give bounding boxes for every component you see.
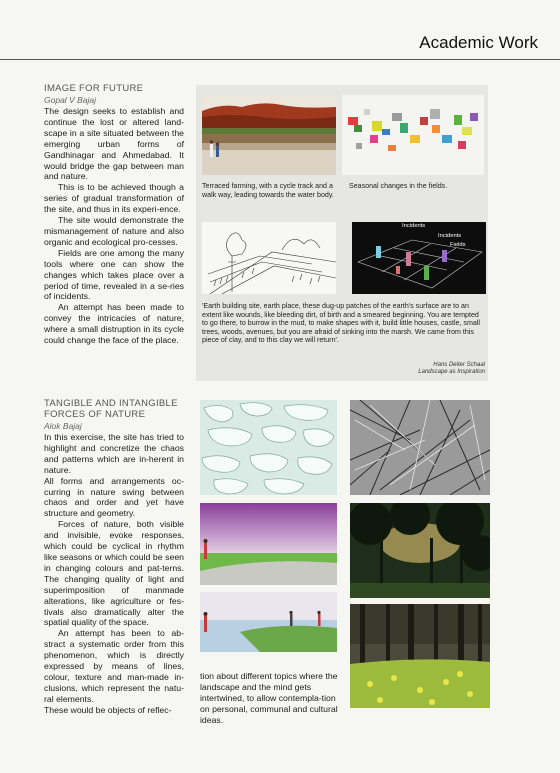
- section1-heading: IMAGE FOR FUTURE: [44, 83, 144, 94]
- section2-para-3: Forces of nature, both visible and invisible, evoke responses, which could be cyclical in rhythm like seasons or which could be seen in changing colours and pat-terns. The changing quality of light and superimposition of manmade alterations, like agriculture or fes-tivals also dramatically alter the spatial quality of the space.: [44, 519, 184, 628]
- quote-source: Landscape as Inspiration: [418, 369, 485, 375]
- fields-label: Fields: [450, 242, 466, 248]
- header-rule: [0, 59, 560, 60]
- section1-para-4: Fields are one among the many tools where one can show the changes which takes place over a period of time, revealed in a se-ries of incidents.: [44, 247, 184, 302]
- forest-flowers-image: [350, 604, 490, 708]
- incidents-label-top: Incidents: [402, 223, 426, 229]
- purple-sky-field-image: [200, 503, 337, 585]
- section1-para-3: The site would demonstrate the mismanagement of nature and also organic and ecological pro-cesses.: [44, 215, 184, 247]
- section1-body: [44, 106, 184, 346]
- incidents-fields-diagram: [352, 222, 486, 294]
- section2-para-4: An attempt has been to ab-stract a systematic order from this phenomenon, which is directly expressed by means of lines, colour, texture and man-made in-clusions, which represent the natu-ral elements.: [44, 628, 184, 704]
- incidents-label-right: Incidents: [438, 233, 462, 239]
- section1-para-1: The design seeks to establish and continue the lost or altered land-scape in a site situated between the emerging urban forms of Gandhinagar and Ahmedabad. It would bridge the gap between man and nature.: [44, 106, 184, 182]
- waterfront-people-image: [200, 592, 337, 652]
- section2-heading-line1: TANGIBLE AND INTANGIBLE: [44, 398, 178, 409]
- schaal-quote: 'Earth building site, earth place, these dug-up patches of the earth's surface are to an extent like wounds, like bleeding dirt, of birth and a smeared beginning. You are tempted to go there, to burrow in the mud, to make shapes with it, build little houses, castle, small trees, woods, avenues, but you are afraid of sinking into the marsh. We came from this piece of clay, and to this clay we will return'.: [202, 302, 480, 345]
- forest-sunset-image: [350, 503, 490, 598]
- page-title: Academic Work: [419, 33, 538, 52]
- section2-para-5: These would be objects of reflec-: [44, 704, 172, 715]
- terraced-farming-photo: [202, 95, 336, 175]
- seasonal-changes-diagram: [342, 95, 484, 175]
- twigs-texture-image: [350, 400, 490, 495]
- water-pattern-image: [200, 400, 337, 495]
- quote-author: Hans Deiter Schaal: [433, 362, 485, 368]
- section1-para-5: An attempt has been made to convey the intricacies of nature, where a small distruption in its cycle could change the face of the place.: [44, 302, 184, 346]
- landscape-sketch: [202, 222, 336, 294]
- section2-para-1: In this exercise, the site has tried to highlight and concretize the chaos and patterns which are in-herent in nature.: [44, 432, 184, 475]
- section1-author: Gopal V Bajaj: [44, 95, 96, 105]
- section2-body: [44, 432, 184, 716]
- section2-continuation: tion about different topics where the landscape and the mind gets intertwined, to allow contempla-tion on personal, communal and cultural ideas.: [200, 671, 338, 725]
- section2-para-2: All forms and arrangements oc-curring in nature swing between chaos and order and yet have structure and geometry.: [44, 475, 184, 519]
- section2-author: Alok Bajaj: [44, 421, 82, 431]
- terraced-caption: Terraced farming, with a cycle track and a walk way, leading towards the water body.: [202, 182, 334, 199]
- section2-heading-line2: FORCES OF NATURE: [44, 409, 146, 420]
- seasonal-caption: Seasonal changes in the fields.: [349, 182, 448, 190]
- section1-para-2: This is to be achieved though a series of gradual transformation of the site, and thus in its experi-ence.: [44, 182, 184, 215]
